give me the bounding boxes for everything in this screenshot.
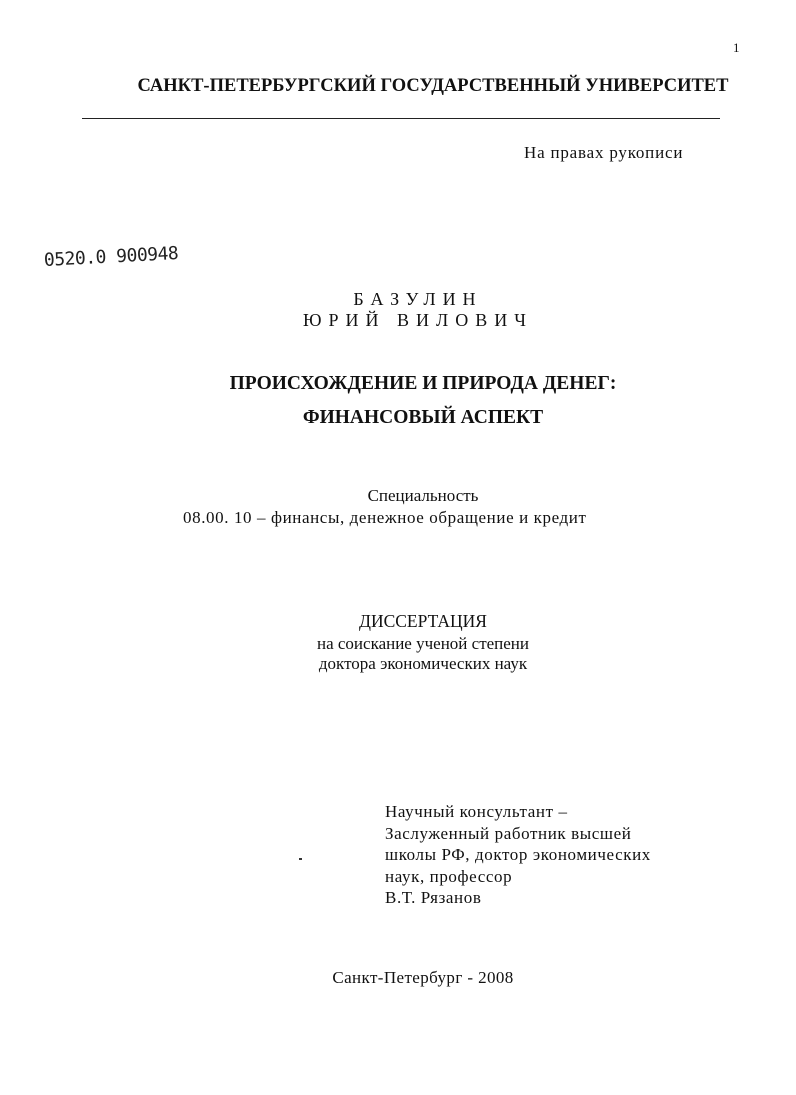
rights-note: На правах рукописи: [524, 143, 684, 162]
university-name: САНКТ-ПЕТЕРБУРГСКИЙ ГОСУДАРСТВЕННЫЙ УНИВЕРСИТЕТ: [137, 76, 729, 96]
author-given-name: ЮРИЙ ВИЛОВИЧ: [303, 310, 533, 330]
city-year: Санкт-Петербург - 2008: [332, 968, 514, 987]
degree-line2: доктора экономических наук: [318, 654, 528, 673]
dissertation-title-line1: ПРОИСХОЖДЕНИЕ И ПРИРОДА ДЕНЕГ:: [229, 373, 617, 394]
page-number: 1: [733, 40, 740, 55]
author-surname: БАЗУЛИН: [353, 289, 483, 309]
advisor-line1: Научный консультант –: [385, 802, 568, 821]
degree-line1: на соискание ученой степени: [316, 634, 530, 653]
dissertation-title-line2: ФИНАНСОВЫЙ АСПЕКТ: [302, 407, 544, 428]
advisor-line5: В.Т. Рязанов: [385, 888, 482, 907]
scientific-advisor: [385, 801, 651, 909]
header-divider: [82, 118, 720, 119]
advisor-line4: наук, профессор: [385, 866, 513, 886]
advisor-line2: Заслуженный работник высшей: [385, 823, 632, 843]
specialty-label: Специальность: [367, 486, 479, 505]
specialty-code: 08.00. 10 – финансы, денежное обращение и кредит: [183, 508, 587, 527]
advisor-line3: школы РФ, доктор экономических: [385, 845, 651, 864]
scan-speck: [299, 858, 302, 860]
work-type-heading: ДИССЕРТАЦИЯ: [359, 611, 487, 631]
library-stamp: 0520.0 900948: [43, 242, 179, 271]
